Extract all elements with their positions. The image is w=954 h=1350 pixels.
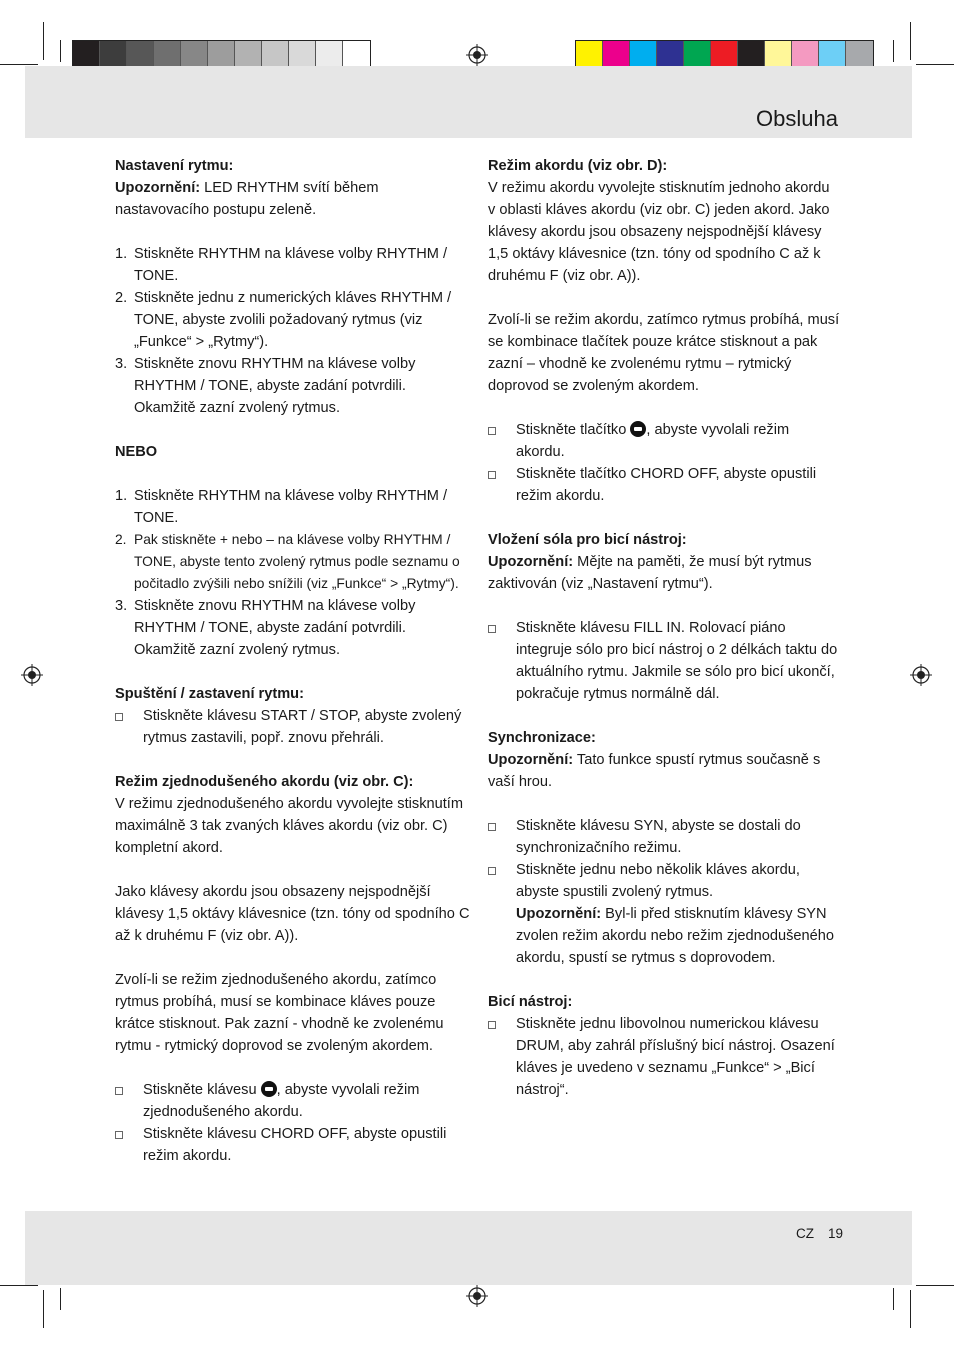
list-item: Stiskněte tlačítko CHORD OFF, abyste opustili režim akordu. [488,463,840,507]
left-column [115,155,470,1167]
bullet-list [488,617,840,705]
section-heading: Synchronizace: [488,730,596,746]
page-title: Obsluha [756,106,838,131]
paragraph: Jako klávesy akordu jsou obsazeny nejspodnější klávesy 1,5 oktávy klávesnice (tzn. tóny od spodního C až k druhému F (viz obr. A)). [115,884,470,944]
crop-mark [916,1285,954,1286]
numbered-list [115,243,470,419]
crop-mark [893,40,894,62]
section-heading: Spuštění / zastavení rytmu: [115,686,304,702]
list-item: Stiskněte tlačítko , abyste vyvolali režim akordu. [488,419,840,463]
chord-button-icon [630,421,646,437]
color-swatch [127,41,154,69]
section-heading: Vložení sóla pro bicí nástroj: [488,532,687,548]
note [488,749,840,793]
color-swatch [657,41,684,69]
paragraph: V režimu akordu vyvolejte stisknutím jednoho akordu v oblasti kláves akordu (viz obr. C) jeden akord. Jako klávesy akordu jsou obsazeny nejspodnější klávesy 1,5 oktávy klávesnice (tzn. tóny od spodního C až k druhému F (viz obr. A)). [488,180,830,284]
list-item: Stiskněte klávesu FILL IN. Rolovací piáno integruje sólo pro bicí nástroj o 2 délkách taktu do aktuálního rytmu. Jakmile se sólo pro bicí ukončí, pokračuje rytmus normálně dál. [488,617,840,705]
section-heading: Bicí nástroj: [488,994,573,1010]
color-swatch [684,41,711,69]
color-swatch [289,41,316,69]
language-code: CZ [796,1226,814,1241]
color-swatch [316,41,343,69]
list-item: Stiskněte klávesu CHORD OFF, abyste opustili režim akordu. [115,1123,470,1167]
note-text: Mějte na paměti, že musí být rytmus zaktivován (viz „Nastavení rytmu“). [488,554,812,592]
registration-mark-icon [466,1285,488,1307]
page-footer [796,1226,857,1241]
list-item: Stiskněte klávesu START / STOP, abyste zvolený rytmus zastavili, popř. znovu přehráli. [115,705,470,749]
list-item: Stiskněte jednu libovolnou numerickou klávesu DRUM, aby zahrál příslušný bicí nástroj. Osazení kláves je uvedeno v seznamu „Funkce“ > „Bicí nástroj“. [488,1013,840,1101]
color-swatch [792,41,819,69]
color-swatch [738,41,765,69]
registration-mark-icon [21,664,43,686]
color-swatch [262,41,289,69]
note-label: Upozornění: [516,906,602,922]
section-heading: Režim zjednodušeného akordu (viz obr. C): [115,774,414,790]
or-label: NEBO [115,444,158,460]
simple-chord-button-icon [261,1081,277,1097]
bullet-list [488,815,840,969]
color-swatch [846,41,873,69]
bullet-list [115,1079,470,1167]
note-text: Byl-li před stisknutím klávesy SYN zvolen režim akordu nebo režim zjednodušeného akordu, spustí se rytmus s doprovodem. [516,906,835,966]
bullet-list [488,419,840,507]
crop-mark [60,1288,61,1310]
color-swatch [603,41,630,69]
note-label: Upozornění: [488,554,574,570]
list-item: 2. Stiskněte jednu z numerických kláves RHYTHM / TONE, abyste zvolili požadovaný rytmus (viz „Funkce“ > „Rytmy“). [115,290,452,350]
list-item: 3. Stiskněte znovu RHYTHM na klávese volby RHYTHM / TONE, abyste zadání potvrdili. Okamžitě zazní zvolený rytmus. [115,598,416,658]
note [488,551,840,595]
crop-mark [893,1288,894,1310]
color-swatch [73,41,100,69]
section-heading: Nastavení rytmu: [115,158,234,174]
note [115,177,470,221]
note-text: Tato funkce spustí rytmus současně s vaší hrou. [488,752,821,790]
section-heading: Režim akordu (viz obr. D): [488,158,668,174]
list-item: 2. Pak stiskněte + nebo – na klávese volby RHYTHM / TONE, abyste tento zvolený rytmus podle seznamu o počitadlo zvýšili nebo snížili (viz „Funkce“ > „Rytmy“). [115,532,460,591]
color-swatch [343,41,370,69]
note-text: LED RHYTHM svítí během nastavovacího postupu zeleně. [115,180,379,218]
list-item: Stiskněte klávesu SYN, abyste se dostali do synchronizačního režimu. [488,815,840,859]
footer-band [25,1211,912,1285]
color-swatch [100,41,127,69]
crop-mark [60,40,61,62]
paragraph: Zvolí-li se režim zjednodušeného akordu, zatímco rytmus probíhá, musí se kombinace kláves pouze krátce stisknout. Pak zazní - vhodně ke zvolenému rytmu - rytmický doprovod se zvoleným akordem. [115,972,444,1054]
color-swatch [181,41,208,69]
color-swatch [819,41,846,69]
right-column [488,155,840,1101]
registration-mark-icon [910,664,932,686]
color-swatch [208,41,235,69]
crop-mark [910,1290,911,1328]
numbered-list [115,485,470,661]
crop-mark [43,22,44,60]
color-swatch [711,41,738,69]
list-item: Stiskněte klávesu , abyste vyvolali režim zjednodušeného akordu. [115,1079,470,1123]
crop-mark [910,22,911,60]
crop-mark [916,64,954,65]
list-item: 3. Stiskněte znovu RHYTHM na klávese volby RHYTHM / TONE, abyste zadání potvrdili. Okamžitě zazní zvolený rytmus. [115,356,416,416]
note-label: Upozornění: [488,752,574,768]
registration-mark-icon [466,44,488,66]
list-item: 1. Stiskněte RHYTHM na klávese volby RHYTHM / TONE. [115,488,448,526]
color-swatch [235,41,262,69]
crop-mark [0,64,38,65]
color-swatch [576,41,603,69]
crop-mark [43,1290,44,1328]
color-swatch [154,41,181,69]
paragraph: Zvolí-li se režim akordu, zatímco rytmus probíhá, musí se kombinace tlačítek pouze krátce stisknout a pak zazní – vhodně ke zvolenému rytmu – rytmický doprovod se zvoleným akordem. [488,312,840,394]
note-label: Upozornění: [115,180,201,196]
color-swatch [765,41,792,69]
list-item: Stiskněte jednu nebo několik kláves akordu, abyste spustili zvolený rytmus. Upozornění: Byl-li před stisknutím klávesy SYN zvolen režim akordu nebo režim zjednodušeného akordu, spustí se rytmus s doprovodem. [488,859,840,969]
crop-mark [0,1285,38,1286]
paragraph: V režimu zjednodušeného akordu vyvolejte stisknutím maximálně 3 tak zvaných kláves akordu (viz obr. C) kompletní akord. [115,796,463,856]
color-swatch [630,41,657,69]
page-number: 19 [828,1226,844,1241]
list-item: 1. Stiskněte RHYTHM na klávese volby RHYTHM / TONE. [115,246,448,284]
bullet-list [115,705,470,749]
bullet-list [488,1013,840,1101]
